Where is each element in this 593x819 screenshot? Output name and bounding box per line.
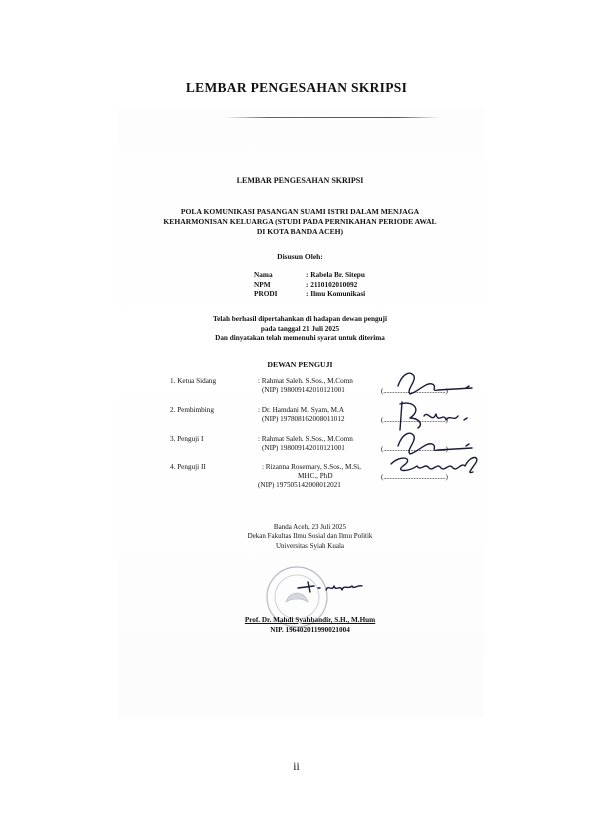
author-value: : 2110102010092 — [306, 279, 358, 289]
defense-line: Dan dinyatakan telah memenuhi syarat untuk diterima — [215, 334, 385, 343]
member-name: : Dr. Hamdani M. Syam, M.A — [258, 406, 345, 414]
page-number: ii — [293, 761, 300, 773]
member-role: 2. Pembimbing — [170, 406, 214, 414]
closing-line: Dekan Fakultas Ilmu Sosial dan Ilmu Politik — [247, 532, 373, 541]
author-row — [254, 280, 365, 290]
dean-name: Prof. Dr. Mahdi Syahbandir, S.H., M.Hum — [244, 616, 376, 624]
thesis-title-line: POLA KOMUNIKASI PASANGAN SUAMI ISTRI DALAM MENJAGA — [180, 207, 420, 216]
thesis-title-line: DI KOTA BANDA ACEH) — [256, 227, 344, 236]
signature-line: (.......................................) — [381, 445, 448, 453]
thesis-title — [160, 207, 440, 237]
author-row — [254, 270, 365, 280]
member-nip: (NIP) 197808162008011012 — [262, 415, 345, 423]
member-role: 4. Penguji II — [170, 463, 206, 471]
author-value: : Rabela Br. Sitepu — [306, 270, 365, 279]
author-label: NPM — [254, 279, 271, 289]
signature-mark — [392, 366, 477, 400]
member-nip: (NIP) 198009142010121001 — [262, 444, 345, 452]
scan-edge-line — [225, 117, 440, 118]
signature-mark — [385, 450, 485, 480]
closing-line: Universitas Syiah Kuala — [275, 541, 345, 550]
member-role: 3. Penguji I — [170, 435, 204, 443]
signature-line: (.......................................) — [381, 416, 448, 424]
dean-nip: NIP. 196402011990021004 — [270, 625, 350, 634]
committee-title: DEWAN PENGUJI — [267, 360, 333, 369]
author-label: PRODI — [254, 289, 278, 299]
member-name: : Rahmat Saleh. S.Sos., M.Comn — [258, 435, 353, 443]
member-name-suffix: MHC., PhD — [298, 472, 333, 480]
closing-line: Banda Aceh, 23 Juli 2025 — [273, 523, 347, 531]
dean-block — [225, 616, 395, 635]
member-name: : Rizanna Rosemary, S.Sos., M.Si, — [262, 463, 361, 471]
defense-line: Telah berhasil dipertahankan di hadapan dewan penguji — [213, 315, 387, 323]
page-heading: LEMBAR PENGESAHAN SKRIPSI — [185, 80, 408, 95]
dean-signature — [296, 576, 366, 598]
thesis-title-line: KEHARMONISAN KELUARGA (STUDI PADA PERNIKAHAN PERIODE AWAL — [163, 217, 437, 226]
closing-block — [230, 523, 390, 551]
signature-line: (.......................................) — [381, 387, 448, 395]
author-value: : Ilmu Komunikasi — [306, 289, 366, 299]
member-role: 1. Ketua Sidang — [170, 377, 217, 385]
defense-line: pada tanggal 21 Juli 2025 — [260, 324, 340, 333]
member-nip: (NIP) 197505142008012021 — [258, 481, 341, 489]
scan-title: LEMBAR PENGESAHAN SKRIPSI — [236, 176, 364, 185]
author-row — [254, 289, 365, 299]
author-label: Nama — [254, 270, 273, 279]
member-name: : Rahmat Saleh. S.Sos., M.Comn — [258, 377, 353, 385]
member-nip: (NIP) 198009142010121001 — [262, 386, 345, 394]
author-details — [254, 270, 365, 299]
compiled-by-label: Disusun Oleh: — [277, 252, 323, 261]
defense-statement — [150, 315, 450, 344]
signature-line: (.......................................) — [381, 473, 448, 481]
